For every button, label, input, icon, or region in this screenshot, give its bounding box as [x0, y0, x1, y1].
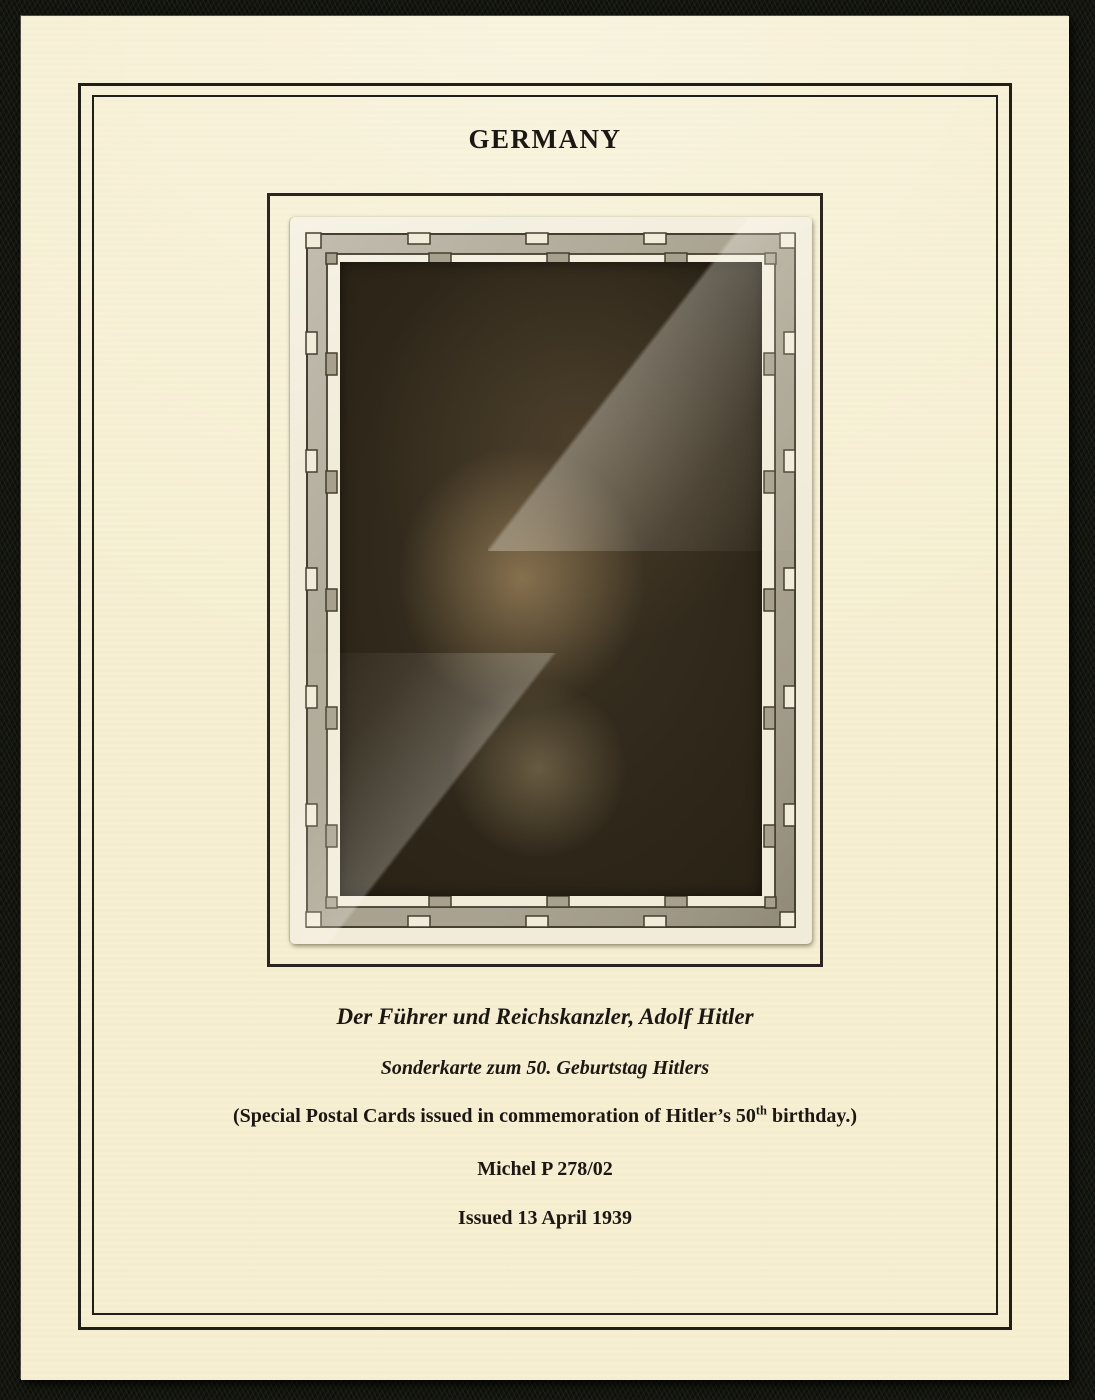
caption-text-part: (Special Postal Cards issued in commemoration of Hitler’s 50: [233, 1105, 756, 1127]
card-mount-frame: [267, 193, 823, 967]
caption-card-title: Der Führer und Reichskanzler, Adolf Hitler: [336, 1004, 754, 1029]
page-title: GERMANY: [468, 124, 622, 154]
caption-english-description: [21, 1105, 1069, 1128]
caption-catalog-number: Michel P 278/02: [477, 1158, 613, 1180]
album-page: [21, 16, 1069, 1380]
caption-german-subtitle: Sonderkarte zum 50. Geburtstag Hitlers: [380, 1057, 710, 1079]
portrait-photo: [340, 262, 762, 896]
postal-card: [290, 217, 812, 944]
ordinal-superscript: th: [755, 1103, 767, 1118]
caption-issue-date: Issued 13 April 1939: [458, 1207, 632, 1229]
caption-text-part: birthday.): [766, 1105, 857, 1127]
